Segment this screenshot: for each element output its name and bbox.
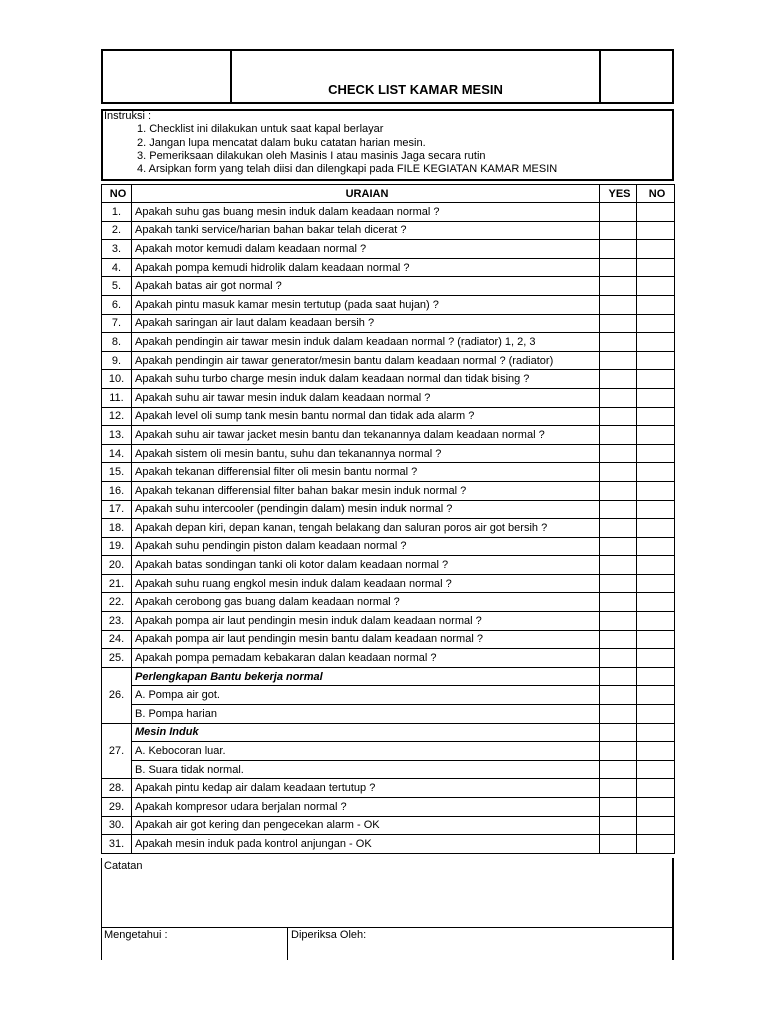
table-row [102, 444, 675, 463]
no-cell[interactable] [637, 705, 675, 724]
row-text: Apakah suhu intercooler (pendingin dalam) mesin induk normal ? [132, 500, 600, 519]
row-number: 6. [102, 295, 132, 314]
no-cell[interactable] [637, 444, 675, 463]
row-text: Apakah cerobong gas buang dalam keadaan normal ? [132, 593, 600, 612]
catatan-box [101, 858, 674, 928]
table-row [102, 203, 675, 222]
table-row [102, 835, 675, 854]
header-right-divider [599, 49, 601, 104]
yes-cell[interactable] [600, 258, 637, 277]
no-cell[interactable] [637, 723, 675, 742]
no-cell[interactable] [637, 426, 675, 445]
yes-cell[interactable] [600, 388, 637, 407]
no-cell[interactable] [637, 519, 675, 538]
no-cell[interactable] [637, 630, 675, 649]
table-row [102, 519, 675, 538]
row-number: 2. [102, 221, 132, 240]
row-text: Apakah tekanan differensial filter bahan bakar mesin induk normal ? [132, 481, 600, 500]
header-uraian: URAIAN [132, 185, 600, 203]
table-row [102, 240, 675, 259]
yes-cell[interactable] [600, 519, 637, 538]
yes-cell[interactable] [600, 351, 637, 370]
yes-cell[interactable] [600, 835, 637, 854]
table-row [102, 221, 675, 240]
row-text: Apakah suhu gas buang mesin induk dalam keadaan normal ? [132, 203, 600, 222]
row-text: Apakah suhu ruang engkol mesin induk dalam keadaan normal ? [132, 574, 600, 593]
group-heading: Mesin Induk [132, 723, 600, 742]
row-text: Apakah saringan air laut dalam keadaan bersih ? [132, 314, 600, 333]
row-text: Apakah sistem oli mesin bantu, suhu dan tekanannya normal ? [132, 444, 600, 463]
row-number: 30. [102, 816, 132, 835]
no-cell[interactable] [637, 463, 675, 482]
table-row [102, 779, 675, 798]
table-row [102, 612, 675, 631]
catatan-label: Catatan [104, 860, 143, 872]
row-number: 3. [102, 240, 132, 259]
no-cell[interactable] [637, 203, 675, 222]
yes-cell[interactable] [600, 463, 637, 482]
row-number: 5. [102, 277, 132, 296]
row-number: 28. [102, 779, 132, 798]
row-number: 11. [102, 388, 132, 407]
signature-area [101, 928, 674, 960]
no-cell[interactable] [637, 537, 675, 556]
no-cell[interactable] [637, 667, 675, 686]
checklist-rows-end [102, 779, 675, 853]
table-row [102, 705, 675, 724]
yes-cell[interactable] [600, 240, 637, 259]
table-row [102, 723, 675, 742]
row-number: 18. [102, 519, 132, 538]
header-no: NO [102, 185, 132, 203]
row-number: 26. [102, 667, 132, 723]
signature-divider [287, 928, 288, 960]
row-text: Apakah pendingin air tawar mesin induk dalam keadaan normal ? (radiator) 1, 2, 3 [132, 333, 600, 352]
row-text: Apakah pintu masuk kamar mesin tertutup (pada saat hujan) ? [132, 295, 600, 314]
row-text: Apakah pompa kemudi hidrolik dalam keadaan normal ? [132, 258, 600, 277]
table-row [102, 500, 675, 519]
row-text: Apakah pompa air laut pendingin mesin induk dalam keadaan normal ? [132, 612, 600, 631]
no-cell[interactable] [637, 314, 675, 333]
yes-cell[interactable] [600, 444, 637, 463]
no-cell[interactable] [637, 333, 675, 352]
row-text: Apakah motor kemudi dalam keadaan normal ? [132, 240, 600, 259]
no-cell[interactable] [637, 593, 675, 612]
table-row [102, 593, 675, 612]
row-text: Apakah suhu pendingin piston dalam keadaan normal ? [132, 537, 600, 556]
no-cell[interactable] [637, 612, 675, 631]
instructions [104, 110, 672, 176]
yes-cell[interactable] [600, 760, 637, 779]
no-cell[interactable] [637, 500, 675, 519]
table-row [102, 537, 675, 556]
table-row [102, 816, 675, 835]
table-row [102, 574, 675, 593]
instruction-item: 4. Arsipkan form yang telah diisi dan dilengkapi pada FILE KEGIATAN KAMAR MESIN [137, 163, 558, 176]
instruction-item: 3. Pemeriksaan dilakukan oleh Masinis I atau masinis Jaga secara rutin [137, 149, 486, 162]
table-row [102, 742, 675, 761]
row-text: Apakah pendingin air tawar generator/mesin bantu dalam keadaan normal ? (radiator) [132, 351, 600, 370]
row-text: Apakah pintu kedap air dalam keadaan tertutup ? [132, 779, 600, 798]
yes-cell[interactable] [600, 295, 637, 314]
checklist-group-26 [102, 667, 675, 723]
row-text: A. Kebocoran luar. [132, 742, 600, 761]
row-text: Apakah pompa air laut pendingin mesin bantu dalam keadaan normal ? [132, 630, 600, 649]
table-header-row [102, 185, 675, 203]
table-row [102, 686, 675, 705]
row-text: Apakah mesin induk pada kontrol anjungan - OK [132, 835, 600, 854]
no-cell[interactable] [637, 370, 675, 389]
row-number: 25. [102, 649, 132, 668]
row-number: 12. [102, 407, 132, 426]
instruction-item: 2. Jangan lupa mencatat dalam buku catatan harian mesin. [137, 136, 426, 149]
yes-cell[interactable] [600, 798, 637, 817]
yes-cell[interactable] [600, 705, 637, 724]
yes-cell[interactable] [600, 426, 637, 445]
row-number: 4. [102, 258, 132, 277]
table-row [102, 351, 675, 370]
row-text: Apakah suhu turbo charge mesin induk dalam keadaan normal dan tidak bising ? [132, 370, 600, 389]
row-text: B. Pompa harian [132, 705, 600, 724]
yes-cell[interactable] [600, 500, 637, 519]
table-row [102, 295, 675, 314]
yes-cell[interactable] [600, 481, 637, 500]
table-row [102, 407, 675, 426]
row-text: B. Suara tidak normal. [132, 760, 600, 779]
no-cell[interactable] [637, 221, 675, 240]
row-number: 22. [102, 593, 132, 612]
row-text: Apakah tanki service/harian bahan bakar telah dicerat ? [132, 221, 600, 240]
no-cell[interactable] [637, 240, 675, 259]
no-cell[interactable] [637, 686, 675, 705]
row-number: 27. [102, 723, 132, 779]
table-row [102, 556, 675, 575]
group-heading: Perlengkapan Bantu bekerja normal [132, 667, 600, 686]
table-row [102, 426, 675, 445]
no-cell[interactable] [637, 351, 675, 370]
row-number: 31. [102, 835, 132, 854]
yes-cell[interactable] [600, 612, 637, 631]
row-number: 10. [102, 370, 132, 389]
row-text: A. Pompa air got. [132, 686, 600, 705]
row-number: 8. [102, 333, 132, 352]
table-row [102, 798, 675, 817]
row-number: 15. [102, 463, 132, 482]
instruction-item: 1. Checklist ini dilakukan untuk saat kapal berlayar [137, 123, 384, 136]
yes-cell[interactable] [600, 537, 637, 556]
no-cell[interactable] [637, 556, 675, 575]
row-text: Apakah suhu air tawar jacket mesin bantu dan tekanannya dalam keadaan normal ? [132, 426, 600, 445]
instructions-label: Instruksi : [104, 110, 152, 122]
no-cell[interactable] [637, 816, 675, 835]
row-text: Apakah batas air got normal ? [132, 277, 600, 296]
row-number: 21. [102, 574, 132, 593]
row-text: Apakah kompresor udara berjalan normal ? [132, 798, 600, 817]
row-text: Apakah tekanan differensial filter oli mesin bantu normal ? [132, 463, 600, 482]
no-cell[interactable] [637, 760, 675, 779]
row-text: Apakah suhu air tawar mesin induk dalam keadaan normal ? [132, 388, 600, 407]
row-number: 14. [102, 444, 132, 463]
checklist-table [101, 184, 675, 854]
table-row [102, 481, 675, 500]
table-row [102, 760, 675, 779]
no-cell[interactable] [637, 295, 675, 314]
checklist-rows [102, 203, 675, 668]
yes-cell[interactable] [600, 277, 637, 296]
yes-cell[interactable] [600, 649, 637, 668]
header-yes: YES [600, 185, 637, 203]
table-row [102, 258, 675, 277]
row-number: 23. [102, 612, 132, 631]
yes-cell[interactable] [600, 686, 637, 705]
no-cell[interactable] [637, 798, 675, 817]
table-row [102, 333, 675, 352]
yes-cell[interactable] [600, 574, 637, 593]
no-cell[interactable] [637, 742, 675, 761]
yes-cell[interactable] [600, 667, 637, 686]
table-row [102, 463, 675, 482]
yes-cell[interactable] [600, 203, 637, 222]
yes-cell[interactable] [600, 593, 637, 612]
row-number: 20. [102, 556, 132, 575]
header-no-answer: NO [637, 185, 675, 203]
yes-cell[interactable] [600, 779, 637, 798]
row-text: Apakah pompa pemadam kebakaran dalan keadaan normal ? [132, 649, 600, 668]
yes-cell[interactable] [600, 370, 637, 389]
yes-cell[interactable] [600, 333, 637, 352]
row-number: 1. [102, 203, 132, 222]
row-text: Apakah level oli sump tank mesin bantu normal dan tidak ada alarm ? [132, 407, 600, 426]
no-cell[interactable] [637, 258, 675, 277]
row-number: 24. [102, 630, 132, 649]
no-cell[interactable] [637, 277, 675, 296]
row-text: Apakah depan kiri, depan kanan, tengah belakang dan saluran poros air got bersih ? [132, 519, 600, 538]
row-text: Apakah batas sondingan tanki oli kotor dalam keadaan normal ? [132, 556, 600, 575]
yes-cell[interactable] [600, 556, 637, 575]
checklist-group-27 [102, 723, 675, 779]
row-number: 7. [102, 314, 132, 333]
yes-cell[interactable] [600, 742, 637, 761]
no-cell[interactable] [637, 649, 675, 668]
no-cell[interactable] [637, 835, 675, 854]
yes-cell[interactable] [600, 407, 637, 426]
table-row [102, 630, 675, 649]
table-row [102, 370, 675, 389]
mengetahui-label: Mengetahui : [104, 929, 168, 941]
yes-cell[interactable] [600, 816, 637, 835]
yes-cell[interactable] [600, 630, 637, 649]
yes-cell[interactable] [600, 314, 637, 333]
table-row [102, 388, 675, 407]
no-cell[interactable] [637, 574, 675, 593]
table-row [102, 649, 675, 668]
document-title: CHECK LIST KAMAR MESIN [328, 82, 503, 97]
row-number: 16. [102, 481, 132, 500]
yes-cell[interactable] [600, 723, 637, 742]
row-number: 19. [102, 537, 132, 556]
row-number: 29. [102, 798, 132, 817]
row-number: 13. [102, 426, 132, 445]
row-text: Apakah air got kering dan pengecekan alarm - OK [132, 816, 600, 835]
table-row [102, 277, 675, 296]
diperiksa-label: Diperiksa Oleh: [291, 929, 367, 941]
table-row [102, 667, 675, 686]
no-cell[interactable] [637, 407, 675, 426]
row-number: 17. [102, 500, 132, 519]
no-cell[interactable] [637, 388, 675, 407]
no-cell[interactable] [637, 779, 675, 798]
row-number: 9. [102, 351, 132, 370]
no-cell[interactable] [637, 481, 675, 500]
yes-cell[interactable] [600, 221, 637, 240]
table-row [102, 314, 675, 333]
